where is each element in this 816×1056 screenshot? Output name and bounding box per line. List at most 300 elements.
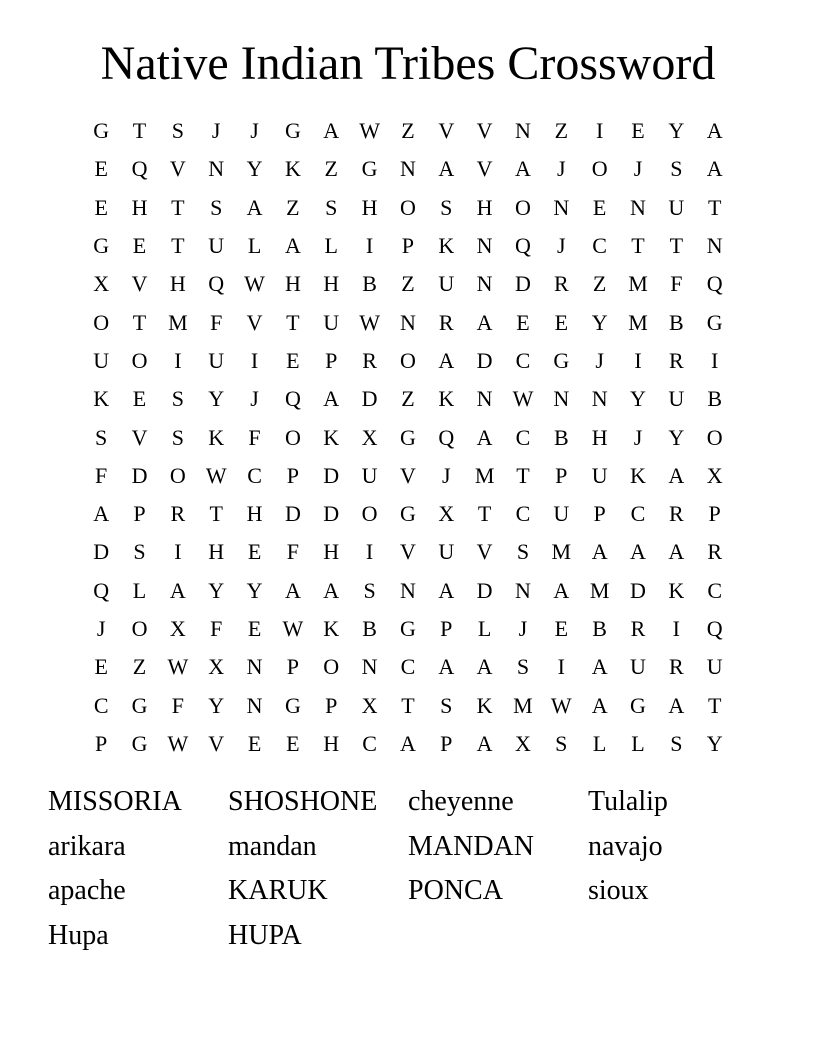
- grid-letter: I: [250, 347, 259, 373]
- grid-letter: A: [553, 577, 570, 603]
- grid-letter: K: [93, 386, 110, 412]
- grid-letter: C: [592, 233, 607, 259]
- grid-letter: V: [131, 271, 148, 297]
- grid-letter: C: [515, 424, 531, 450]
- grid-letter: K: [323, 424, 340, 450]
- grid-row: [82, 572, 734, 610]
- grid-letter: P: [325, 347, 338, 373]
- word-list-item: KARUK: [228, 875, 328, 906]
- grid-letter: E: [94, 156, 108, 182]
- grid-letter: T: [631, 233, 645, 259]
- grid-letter: G: [399, 501, 416, 527]
- word-list-item: MANDAN: [408, 830, 534, 862]
- grid-letter: J: [557, 233, 566, 259]
- grid-letter: C: [362, 730, 377, 756]
- grid-letter: F: [95, 462, 108, 488]
- grid-letter: A: [515, 156, 531, 182]
- grid-letter: H: [323, 539, 340, 565]
- grid-letter: O: [131, 347, 148, 373]
- grid-letter: J: [633, 156, 643, 182]
- grid-letter: M: [168, 309, 188, 335]
- grid-letter: W: [167, 730, 189, 756]
- grid-letter: V: [399, 462, 416, 488]
- grid-letter: H: [284, 271, 301, 297]
- grid-letter: F: [248, 424, 261, 450]
- grid-letter: U: [323, 309, 340, 335]
- grid-letter: C: [707, 577, 723, 603]
- grid-letter: S: [516, 539, 530, 565]
- grid-row: [82, 495, 734, 533]
- grid-letter: A: [706, 156, 723, 182]
- grid-letter: K: [284, 156, 301, 182]
- grid-letter: O: [399, 194, 416, 220]
- grid-letter: B: [553, 424, 569, 450]
- grid-letter: T: [707, 692, 722, 718]
- grid-letter: X: [93, 271, 110, 297]
- grid-letter: M: [628, 309, 648, 335]
- grid-letter: B: [668, 309, 684, 335]
- grid-letter: E: [247, 730, 262, 756]
- grid-letter: A: [476, 654, 493, 680]
- grid-letter: R: [553, 271, 569, 297]
- grid-letter: B: [707, 386, 723, 412]
- grid-letter: Q: [284, 386, 301, 412]
- grid-letter: P: [708, 501, 721, 527]
- grid-letter: P: [440, 730, 453, 756]
- grid-letter: P: [401, 233, 415, 259]
- grid-letter: Z: [401, 271, 415, 297]
- grid-letter: S: [133, 539, 146, 565]
- grid-letter: R: [707, 539, 723, 565]
- grid-letter: A: [399, 730, 416, 756]
- grid-letter: H: [323, 271, 340, 297]
- grid-letter: U: [553, 501, 570, 527]
- grid-letter: Y: [246, 577, 263, 603]
- grid-letter: X: [208, 654, 225, 680]
- grid-letter: L: [132, 577, 147, 603]
- grid-letter: V: [399, 539, 416, 565]
- word-list-item: MISSORIA: [48, 786, 182, 817]
- grid-letter: W: [282, 616, 304, 641]
- grid-letter: F: [210, 309, 223, 335]
- grid-letter: G: [93, 233, 110, 259]
- grid-letter: G: [361, 156, 378, 182]
- grid-letter: U: [208, 233, 225, 259]
- grid-letter: S: [516, 654, 530, 680]
- grid-row: [82, 533, 734, 571]
- grid-row: [82, 112, 734, 150]
- word-list-item: navajo: [588, 830, 663, 862]
- grid-letter: I: [672, 616, 680, 641]
- grid-letter: Z: [592, 271, 607, 297]
- grid-letter: S: [325, 194, 338, 220]
- grid-letter: S: [171, 118, 184, 144]
- grid-letter: J: [211, 118, 221, 144]
- grid-letter: S: [363, 577, 376, 603]
- grid-letter: Z: [286, 194, 300, 220]
- grid-letter: T: [132, 309, 147, 335]
- grid-letter: G: [284, 692, 301, 718]
- grid-letter: E: [516, 309, 530, 335]
- grid-letter: Y: [208, 386, 225, 412]
- grid-letter: I: [174, 539, 182, 565]
- grid-letter: B: [362, 616, 377, 641]
- grid-letter: T: [477, 501, 492, 527]
- grid-letter: U: [93, 347, 110, 373]
- grid-letter: R: [668, 654, 684, 680]
- grid-letter: Q: [208, 271, 225, 297]
- grid-letter: N: [591, 386, 608, 412]
- grid-letter: H: [131, 194, 148, 220]
- grid-letter: V: [208, 730, 225, 756]
- grid-letter: D: [323, 501, 340, 527]
- grid-letter: D: [476, 577, 493, 603]
- grid-letter: A: [438, 347, 455, 373]
- grid-letter: S: [95, 424, 108, 450]
- grid-letter: M: [474, 462, 495, 488]
- grid-letter: Q: [706, 271, 723, 297]
- grid-letter: I: [595, 118, 604, 144]
- grid-letter: T: [707, 194, 722, 220]
- letter-grid: [82, 112, 734, 763]
- grid-letter: S: [440, 194, 453, 220]
- word-list-item: sioux: [588, 875, 649, 906]
- grid-letter: P: [440, 616, 453, 641]
- grid-letter: A: [438, 654, 455, 680]
- grid-letter: E: [132, 386, 147, 412]
- grid-letter: T: [286, 309, 300, 335]
- grid-letter: H: [476, 194, 493, 220]
- grid-letter: C: [400, 654, 416, 680]
- grid-letter: L: [477, 616, 492, 641]
- grid-letter: Q: [706, 616, 723, 641]
- grid-letter: E: [554, 616, 569, 641]
- grid-letter: P: [593, 501, 606, 527]
- grid-letter: R: [362, 347, 377, 373]
- grid-letter: K: [208, 424, 225, 450]
- grid-letter: V: [476, 118, 493, 144]
- grid-letter: V: [169, 156, 186, 182]
- grid-letter: I: [174, 347, 182, 373]
- grid-letter: N: [476, 271, 493, 297]
- grid-letter: E: [132, 233, 147, 259]
- grid-letter: P: [286, 462, 300, 488]
- grid-letter: H: [323, 730, 340, 756]
- grid-letter: D: [630, 577, 646, 603]
- grid-letter: L: [324, 233, 338, 259]
- grid-row: [82, 265, 734, 303]
- grid-letter: A: [591, 654, 608, 680]
- grid-letter: U: [668, 386, 685, 412]
- grid-letter: D: [476, 347, 493, 373]
- word-list-item: Tulalip: [588, 786, 668, 817]
- grid-letter: M: [551, 539, 572, 565]
- grid-letter: V: [476, 539, 493, 565]
- grid-letter: K: [438, 233, 455, 259]
- grid-letter: S: [210, 194, 223, 220]
- grid-letter: V: [476, 156, 493, 182]
- grid-letter: V: [438, 118, 455, 144]
- grid-letter: Y: [668, 118, 685, 144]
- grid-letter: A: [476, 424, 493, 450]
- grid-letter: T: [171, 194, 185, 220]
- grid-letter: A: [323, 577, 340, 603]
- grid-letter: S: [171, 386, 184, 412]
- grid-letter: G: [93, 118, 110, 144]
- grid-letter: T: [516, 462, 530, 488]
- grid-letter: N: [399, 577, 416, 603]
- grid-letter: W: [359, 309, 380, 335]
- grid-letter: A: [323, 386, 340, 412]
- grid-letter: D: [284, 501, 301, 527]
- grid-letter: X: [361, 692, 378, 718]
- grid-letter: U: [630, 654, 646, 680]
- grid-letter: U: [361, 462, 378, 488]
- grid-letter: N: [476, 233, 493, 259]
- grid-row: [82, 610, 734, 648]
- grid-letter: A: [591, 539, 608, 565]
- grid-letter: E: [286, 730, 300, 756]
- grid-letter: Z: [401, 386, 415, 412]
- grid-letter: U: [591, 462, 608, 488]
- grid-letter: N: [630, 194, 646, 220]
- grid-letter: N: [553, 194, 570, 220]
- word-list-item: PONCA: [408, 875, 503, 906]
- grid-letter: K: [668, 577, 685, 603]
- grid-letter: B: [362, 271, 377, 297]
- grid-letter: G: [399, 424, 416, 450]
- grid-letter: N: [246, 654, 263, 680]
- grid-letter: Y: [706, 730, 723, 756]
- grid-letter: I: [365, 233, 374, 259]
- grid-letter: J: [96, 616, 106, 641]
- grid-letter: J: [250, 118, 259, 144]
- grid-letter: X: [438, 501, 455, 527]
- grid-letter: N: [208, 156, 225, 182]
- page-title: Native Indian Tribes Crossword: [100, 37, 716, 90]
- grid-letter: O: [591, 156, 608, 182]
- grid-letter: S: [555, 730, 568, 756]
- grid-row: [82, 457, 734, 495]
- grid-letter: E: [592, 194, 607, 220]
- grid-letter: A: [284, 577, 301, 603]
- grid-letter: E: [554, 309, 569, 335]
- grid-letter: A: [438, 577, 455, 603]
- grid-letter: M: [628, 271, 648, 297]
- grid-letter: L: [631, 730, 645, 756]
- grid-letter: U: [438, 539, 455, 565]
- grid-letter: K: [438, 386, 455, 412]
- grid-letter: N: [515, 118, 531, 144]
- grid-letter: C: [515, 347, 531, 373]
- grid-letter: G: [630, 692, 646, 718]
- grid-letter: D: [131, 462, 148, 488]
- grid-letter: G: [131, 730, 148, 756]
- grid-letter: R: [668, 501, 684, 527]
- grid-letter: J: [518, 616, 528, 641]
- grid-letter: P: [95, 730, 108, 756]
- grid-letter: S: [670, 730, 683, 756]
- grid-letter: A: [246, 194, 263, 220]
- grid-letter: A: [668, 692, 685, 718]
- grid-letter: A: [169, 577, 186, 603]
- grid-letter: D: [323, 462, 340, 488]
- word-list-item: mandan: [228, 830, 317, 862]
- grid-letter: E: [631, 118, 645, 144]
- grid-letter: A: [668, 539, 685, 565]
- grid-letter: H: [246, 501, 263, 527]
- grid-letter: T: [401, 692, 415, 718]
- grid-letter: N: [515, 577, 531, 603]
- grid-letter: F: [670, 271, 683, 297]
- grid-letter: G: [706, 309, 723, 335]
- grid-letter: J: [633, 424, 643, 450]
- grid-letter: U: [208, 347, 225, 373]
- grid-letter: C: [515, 501, 531, 527]
- grid-row: [82, 418, 734, 456]
- grid-letter: L: [247, 233, 262, 259]
- grid-letter: A: [323, 118, 340, 144]
- grid-letter: E: [94, 654, 108, 680]
- grid-letter: T: [669, 233, 684, 259]
- grid-row: [82, 303, 734, 341]
- grid-letter: H: [208, 539, 225, 565]
- grid-letter: J: [557, 156, 566, 182]
- grid-letter: A: [476, 309, 493, 335]
- word-list-item: cheyenne: [408, 786, 514, 817]
- grid-letter: U: [438, 271, 455, 297]
- grid-letter: Q: [438, 424, 455, 450]
- grid-letter: M: [513, 692, 533, 718]
- grid-letter: N: [553, 386, 570, 412]
- grid-letter: N: [706, 233, 723, 259]
- grid-letter: W: [205, 462, 227, 488]
- grid-letter: Y: [208, 692, 225, 718]
- grid-letter: C: [247, 462, 262, 488]
- grid-row: [82, 725, 734, 763]
- grid-letter: N: [361, 654, 378, 680]
- grid-letter: V: [131, 424, 148, 450]
- grid-letter: Z: [324, 156, 338, 182]
- grid-letter: O: [93, 309, 110, 335]
- grid-letter: A: [668, 462, 685, 488]
- grid-letter: R: [170, 501, 186, 527]
- grid-letter: O: [131, 616, 148, 641]
- grid-row: [82, 189, 734, 227]
- grid-letter: G: [553, 347, 570, 373]
- grid-letter: O: [399, 347, 416, 373]
- grid-letter: P: [286, 654, 300, 680]
- grid-letter: E: [94, 194, 108, 220]
- grid-letter: W: [167, 654, 189, 680]
- grid-letter: X: [706, 462, 723, 488]
- grid-letter: D: [93, 539, 110, 565]
- grid-letter: E: [286, 347, 300, 373]
- grid-letter: C: [93, 692, 109, 718]
- grid-letter: F: [210, 616, 223, 641]
- grid-letter: Y: [208, 577, 225, 603]
- grid-letter: X: [361, 424, 378, 450]
- grid-row: [82, 342, 734, 380]
- grid-letter: T: [132, 118, 147, 144]
- word-list-item: apache: [48, 875, 126, 906]
- grid-letter: G: [131, 692, 148, 718]
- grid-letter: Y: [246, 156, 263, 182]
- word-list-item: SHOSHONE: [228, 786, 378, 817]
- grid-letter: C: [630, 501, 646, 527]
- grid-row: [82, 150, 734, 188]
- grid-letter: H: [591, 424, 608, 450]
- word-list-item: arikara: [48, 830, 126, 862]
- grid-letter: Q: [93, 577, 110, 603]
- grid-letter: N: [476, 386, 493, 412]
- grid-letter: A: [630, 539, 646, 565]
- grid-letter: G: [284, 118, 301, 144]
- grid-letter: H: [169, 271, 186, 297]
- grid-letter: Z: [554, 118, 569, 144]
- grid-letter: A: [706, 118, 723, 144]
- grid-letter: E: [247, 616, 262, 641]
- grid-letter: A: [476, 730, 493, 756]
- grid-letter: I: [711, 347, 719, 373]
- grid-letter: I: [634, 347, 642, 373]
- grid-letter: Y: [668, 424, 685, 450]
- grid-row: [82, 686, 734, 724]
- grid-letter: W: [550, 692, 572, 718]
- grid-letter: A: [438, 156, 455, 182]
- grid-letter: P: [325, 692, 338, 718]
- grid-letter: D: [515, 271, 531, 297]
- grid-letter: J: [250, 386, 259, 412]
- grid-letter: V: [246, 309, 263, 335]
- grid-letter: J: [441, 462, 451, 488]
- grid-letter: W: [512, 386, 534, 412]
- grid-letter: S: [670, 156, 683, 182]
- grid-letter: X: [169, 616, 186, 641]
- grid-letter: Q: [515, 233, 531, 259]
- grid-letter: Y: [591, 309, 608, 335]
- grid-letter: X: [515, 730, 531, 756]
- grid-letter: R: [630, 616, 646, 641]
- grid-letter: R: [438, 309, 454, 335]
- grid-letter: S: [440, 692, 453, 718]
- grid-letter: J: [595, 347, 604, 373]
- grid-letter: O: [361, 501, 378, 527]
- word-list-item: HUPA: [228, 919, 302, 951]
- grid-letter: N: [399, 156, 416, 182]
- grid-letter: O: [169, 462, 186, 488]
- word-list-item: Hupa: [48, 919, 109, 951]
- grid-letter: R: [668, 347, 684, 373]
- grid-letter: H: [361, 194, 378, 220]
- grid-letter: W: [244, 271, 265, 297]
- grid-letter: K: [476, 692, 493, 718]
- grid-letter: K: [630, 462, 646, 488]
- grid-row: [82, 648, 734, 686]
- grid-letter: U: [706, 654, 723, 680]
- grid-row: [82, 227, 734, 265]
- grid-letter: L: [592, 730, 607, 756]
- grid-letter: F: [286, 539, 300, 565]
- grid-letter: M: [589, 577, 610, 603]
- grid-letter: G: [399, 616, 416, 641]
- grid-letter: F: [171, 692, 184, 718]
- grid-letter: O: [515, 194, 531, 220]
- grid-letter: I: [365, 539, 374, 565]
- grid-letter: K: [323, 616, 340, 641]
- grid-letter: A: [284, 233, 301, 259]
- grid-letter: Z: [401, 118, 415, 144]
